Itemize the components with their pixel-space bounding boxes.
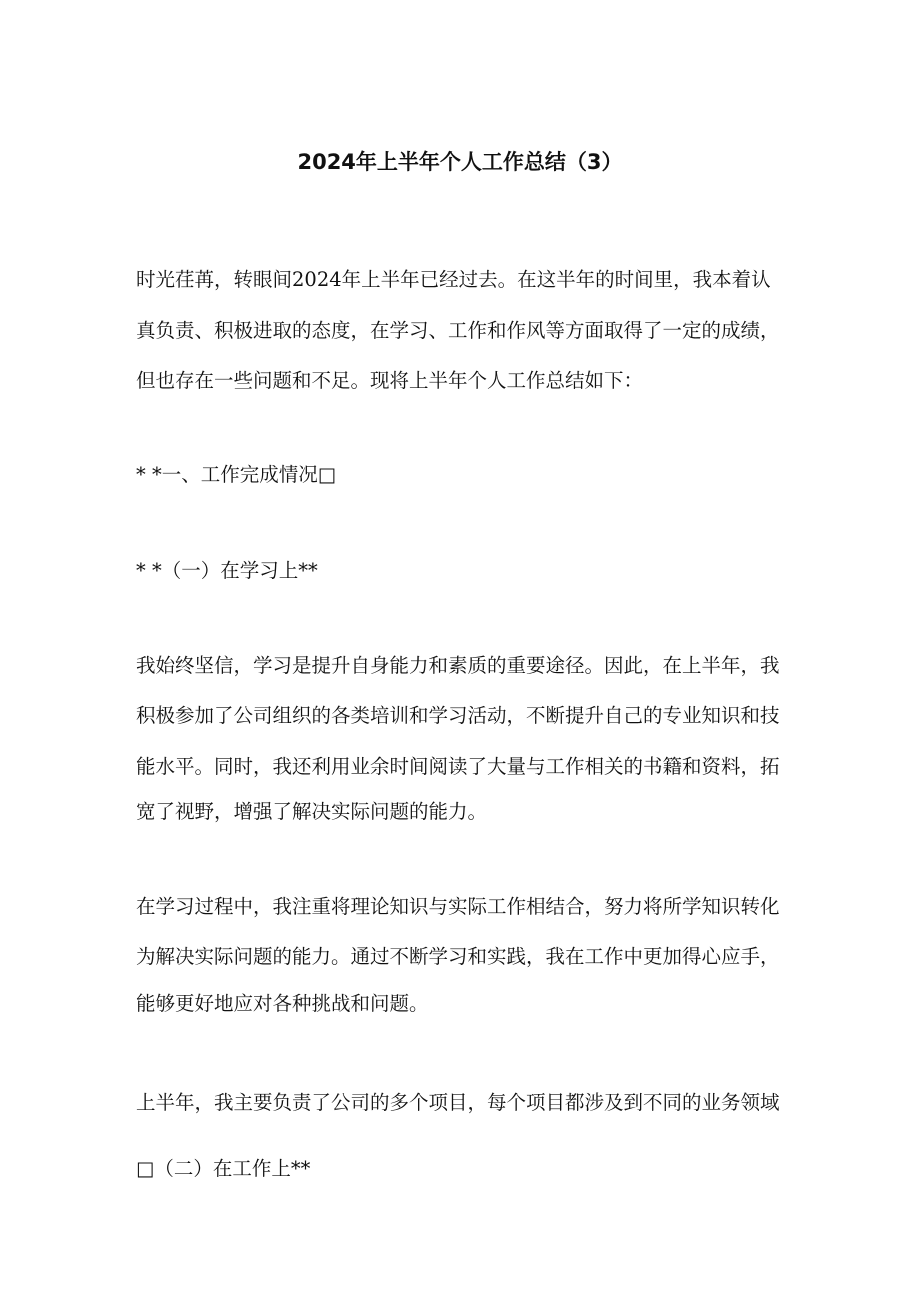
para2-line-2: 为解决实际问题的能力。通过不断学习和实践，我在工作中更加得心应手， [136, 945, 780, 968]
para1-line-1: 我始终坚信，学习是提升自身能力和素质的重要途径。因此，在上半年，我 [136, 654, 780, 677]
section-heading-work-completion: * *一、工作完成情况□ [136, 463, 337, 486]
para3-line-1: 上半年，我主要负责了公司的多个项目，每个项目都涉及到不同的业务领域 [136, 1091, 780, 1114]
para1-line-4: 宽了视野，增强了解决实际问题的能力。 [136, 800, 488, 823]
intro-line-1: 时光荏苒，转眼间2024年上半年已经过去。在这半年的时间里，我本着认 [136, 268, 771, 291]
para1-line-2: 积极参加了公司组织的各类培训和学习活动，不断提升自己的专业知识和技 [136, 704, 780, 727]
para1-line-3: 能水平。同时，我还利用业余时间阅读了大量与工作相关的书籍和资料，拓 [136, 755, 780, 778]
intro-line-3: 但也存在一些问题和不足。现将上半年个人工作总结如下： [136, 369, 644, 392]
para2-line-3: 能够更好地应对各种挑战和问题。 [136, 992, 429, 1015]
subsection-heading-study: * *（一）在学习上** [136, 559, 318, 582]
subsection-heading-work: □（二）在工作上** [136, 1157, 311, 1180]
intro-line-2: 真负责、积极进取的态度，在学习、工作和作风等方面取得了一定的成绩， [136, 319, 780, 342]
document-title: 2024年上半年个人工作总结（3） [297, 150, 623, 174]
para2-line-1: 在学习过程中，我注重将理论知识与实际工作相结合，努力将所学知识转化 [136, 895, 780, 918]
